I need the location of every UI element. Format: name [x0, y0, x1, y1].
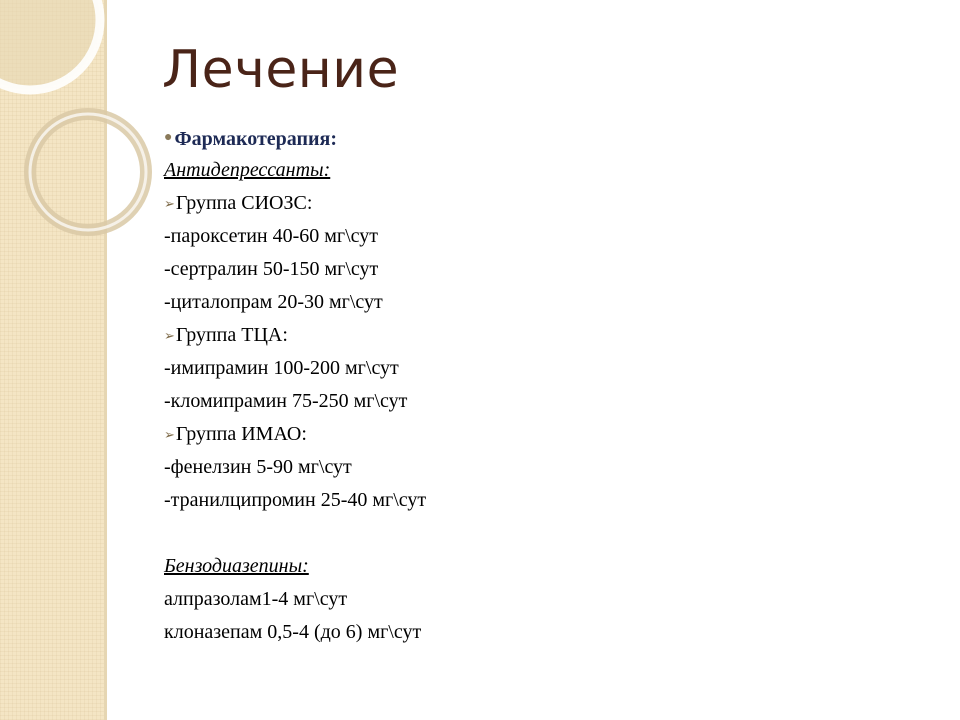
line-text: Антидепрессанты:	[164, 159, 331, 181]
text-line	[164, 484, 924, 517]
blank-line	[164, 517, 924, 550]
text-line	[164, 583, 924, 616]
text-line	[164, 220, 924, 253]
line-text: -кломипрамин 75-250 мг\сут	[164, 390, 408, 412]
text-line	[164, 154, 924, 187]
bullet-arrow-icon: ➢	[164, 427, 175, 442]
line-text: -фенелзин 5-90 мг\сут	[164, 456, 352, 478]
bullet-arrow-icon: ➢	[164, 196, 175, 211]
text-line	[164, 187, 924, 220]
text-line	[164, 385, 924, 418]
text-line	[164, 121, 924, 154]
line-text: клоназепам 0,5-4 (до 6) мг\сут	[164, 621, 422, 643]
line-text: Фармакотерапия:	[174, 128, 338, 150]
line-text: Бензодиазепины:	[164, 555, 309, 577]
line-text: -сертралин 50-150 мг\сут	[164, 258, 379, 280]
slide-body	[164, 121, 924, 649]
text-line	[164, 319, 924, 352]
decorative-rings-icon	[0, 0, 160, 300]
bullet-dot-icon: ●	[164, 130, 173, 145]
line-text: -транилципромин 25-40 мг\сут	[164, 489, 427, 511]
line-text: -циталопрам 20-30 мг\сут	[164, 291, 383, 313]
text-line	[164, 616, 924, 649]
text-line	[164, 451, 924, 484]
text-line	[164, 550, 924, 583]
line-text: Группа ТЦА:	[175, 324, 288, 346]
bullet-arrow-icon: ➢	[164, 328, 175, 343]
text-line	[164, 418, 924, 451]
line-text: алпразолам1-4 мг\сут	[164, 588, 348, 610]
line-text: Группа СИОЗС:	[175, 192, 313, 214]
line-text: -имипрамин 100-200 мг\сут	[164, 357, 399, 379]
line-text: -пароксетин 40-60 мг\сут	[164, 225, 379, 247]
text-line	[164, 286, 924, 319]
line-text: Группа ИМАО:	[175, 423, 307, 445]
slide-title: Лечение	[162, 40, 400, 100]
text-line	[164, 352, 924, 385]
text-line	[164, 253, 924, 286]
